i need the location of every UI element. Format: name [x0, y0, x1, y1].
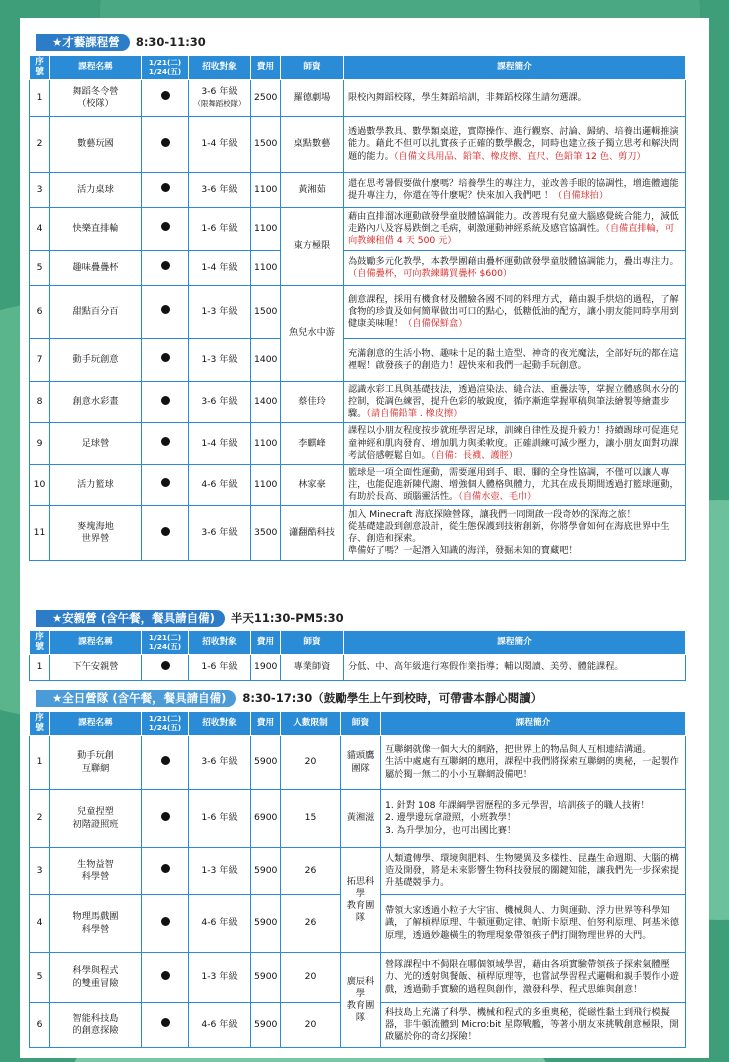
- row-name: 下午安親營: [50, 655, 142, 681]
- row-teacher: 黃湘茹: [281, 173, 344, 208]
- filled-dot-icon: [161, 864, 170, 873]
- row-target: [189, 506, 251, 561]
- row-desc: 科技島上充滿了科學、機械和程式的多重奧秘，從磁性黏土到飛行模擬器，非牛頓流體到 Micro:bit 星際戰艦，等著小朋友來挑戰創意極限，開啟屬於你的奇幻探險！: [381, 1003, 686, 1048]
- row-name: 動手玩創 互聯網: [50, 736, 142, 790]
- row-target-text: 4-6 年級: [201, 478, 238, 490]
- table-row: [30, 506, 686, 561]
- section-header-arts: [36, 33, 206, 51]
- row-no: 5: [30, 953, 50, 1003]
- row-desc: 分低、中、高年級進行寒假作業指導；輔以閱讀、美勞、體能課程。: [344, 655, 686, 681]
- row-fee: 1500: [251, 117, 281, 173]
- row-limit: 15: [281, 790, 341, 848]
- row-no: 6: [30, 1003, 50, 1048]
- row-target-text: 1-4 年級: [201, 261, 238, 273]
- table-row: [30, 736, 686, 790]
- filled-dot-icon: [161, 91, 170, 100]
- row-name: 舞蹈冬令營 （校隊）: [50, 80, 142, 117]
- row-desc-text: 藉由直排溜冰運動啟發學童肢體協調能力。改善現有兒童大腦感覺統合能力，減低走路內八及容易跌倒之毛病，刺激運動神經系統及感官協調性。: [348, 210, 679, 234]
- row-no: 3: [30, 173, 50, 208]
- row-name: 創意水彩畫: [50, 382, 142, 423]
- row-target: 3-6 年級: [189, 736, 251, 790]
- row-target-text: 1-3 年級: [201, 353, 238, 365]
- row-teacher: 李麒峰: [281, 423, 344, 464]
- table-row: [30, 790, 686, 848]
- row-desc: [344, 208, 686, 251]
- row-target: 1-3 年級: [189, 848, 251, 895]
- row-desc: [344, 117, 686, 173]
- row-target: [189, 286, 251, 339]
- row-date-mark: [142, 423, 189, 464]
- row-date-mark: [142, 736, 189, 790]
- table-row: [30, 339, 686, 382]
- row-desc-text: 籃球是一項全面性運動，需要運用到手、眼、腳的全身性協調，不僅可以讓人專注，也能促進新陳代謝、增強個人體格與體力，尤其在成長期間透過打籃球運動，有助於長高、頭腦靈活性。: [348, 466, 679, 503]
- row-name: 趣味疊疊杯: [50, 251, 142, 286]
- row-fee: 3500: [251, 506, 281, 561]
- row-no: 5: [30, 251, 50, 286]
- row-desc-note: （自備球拍）: [553, 190, 609, 201]
- row-date-mark: [142, 173, 189, 208]
- row-no: 8: [30, 382, 50, 423]
- section-header-after-school: [36, 609, 344, 627]
- header-desc: 課程簡介: [344, 631, 686, 655]
- filled-dot-icon: [161, 222, 170, 231]
- row-target-text: 1-4 年級: [201, 437, 238, 449]
- row-desc-note: （自備文具用品、鉛筆、橡皮擦、直尺、色鉛筆 12 色、剪刀）: [393, 150, 646, 162]
- row-desc-text: 充滿創意的生活小物、趣味十足的黏土造型、神奇的夜光魔法，全部好玩的都在這裡喔！啟發孩子的創造力！趕快來和我們一起動手玩創意。: [348, 347, 679, 371]
- section-time-after-school: 半天11:30-PM5:30: [230, 611, 344, 625]
- row-date-mark: [142, 655, 189, 681]
- row-desc-text: 課程以小朋友程度按步就班學習足球，訓練自律性及提升毅力！持續踢球可促進兒童神經和肌肉發育、增加肌力與柔軟度。正確訓練可減少壓力，讓小朋友面對功課考試倍感輕鬆自如。: [348, 425, 679, 461]
- row-teacher: 魚兒水中游: [281, 286, 344, 382]
- row-fee: 1100: [251, 464, 281, 505]
- row-fee: 6900: [251, 790, 281, 848]
- row-fee: 1100: [251, 173, 281, 208]
- row-name: 活力桌球: [50, 173, 142, 208]
- row-limit: 26: [281, 848, 341, 895]
- row-fee: 5900: [251, 1003, 281, 1048]
- filled-dot-icon: [161, 478, 170, 487]
- row-date-mark: [142, 790, 189, 848]
- row-target: [189, 382, 251, 423]
- row-no: 1: [30, 80, 50, 117]
- row-name: 智能科技島 的創意探險: [50, 1003, 142, 1048]
- row-target: 4-6 年級: [189, 895, 251, 953]
- row-fee: 1500: [251, 286, 281, 339]
- filled-dot-icon: [161, 261, 170, 270]
- filled-dot-icon: [161, 183, 170, 192]
- row-name: 生物益智 科學營: [50, 848, 142, 895]
- row-target: [189, 251, 251, 286]
- table-row: [30, 382, 686, 423]
- row-desc: 帶領大家透過小粒子大宇宙、機械與人、力與運動、浮力世界等科學知識，了解槓桿原理、牛頓運動定律、帕斯卡原理、伯努利原理、阿基米德原理，透過妙趣橫生的物理現象帶領孩子們打開物理世界的大門。: [381, 895, 686, 953]
- section-title-after-school: ★安親營 (含午餐，餐具請自備): [36, 610, 225, 627]
- row-target: [189, 80, 251, 117]
- row-desc-note: （自備水壺、毛巾）: [458, 491, 537, 503]
- row-name: 活力籃球: [50, 464, 142, 505]
- section-title-full-day: ★全日營隊 (含午餐，餐具請自備): [36, 690, 236, 707]
- filled-dot-icon: [161, 437, 170, 446]
- row-date-mark: [142, 251, 189, 286]
- row-name: 快樂直排輪: [50, 208, 142, 251]
- row-target: [189, 208, 251, 251]
- row-no: 4: [30, 208, 50, 251]
- table-row: [30, 423, 686, 464]
- filled-dot-icon: [161, 971, 170, 980]
- row-target: 1-6 年級: [189, 655, 251, 681]
- row-desc-text: 加入 Minecraft 海底探險營隊，讓我們一同開啟一段奇妙的深海之旅！ 從基礎建設到創意設計，從生態保護到技術創新，你將學會如何在海底世界中生存、創造和探索。 準備好了嗎？一起潛入知識的海洋，發掘未知的寶藏吧！: [348, 508, 670, 557]
- row-teacher: 瀟翻酷科技: [281, 506, 344, 561]
- row-fee: 5900: [251, 736, 281, 790]
- row-teacher: 桌點數藝: [281, 117, 344, 173]
- after-school-table: [29, 630, 686, 681]
- row-target-text: 1-4 年級: [201, 138, 238, 150]
- row-desc: [344, 173, 686, 208]
- row-target-text: 3-6 年級: [201, 396, 238, 408]
- filled-dot-icon: [161, 305, 170, 314]
- row-desc: [344, 464, 686, 505]
- row-desc: 人類遺傳學、環境與肥料、生物變異及多樣性、昆蟲生命週期、大腦的構造及開發，將是未來影響生物科技發展的關鍵知能，讓我們先一步探索提升基礎競爭力。: [381, 848, 686, 895]
- row-desc: [344, 286, 686, 339]
- table-row: [30, 655, 686, 681]
- section-header-full-day: [36, 689, 542, 707]
- row-desc-text: 創意課程，採用有機食材及體驗各國不同的料理方式，藉由親手烘焙的過程，了解食物的珍貴及如何簡單做出可口的點心，低糖低油的配方，讓小朋友能同時享用到健康美味喔！: [348, 293, 679, 330]
- header-desc: 課程簡介: [381, 712, 686, 736]
- row-no: 2: [30, 117, 50, 173]
- header-fee: 費用: [251, 631, 281, 655]
- row-target: 4-6 年級: [189, 1003, 251, 1048]
- row-date-mark: [142, 382, 189, 423]
- table-row: [30, 953, 686, 1003]
- table-row: [30, 173, 686, 208]
- header-no: 序號: [30, 631, 50, 655]
- row-fee: 1100: [251, 423, 281, 464]
- row-date-mark: [142, 339, 189, 382]
- row-target-text: 3-6 年級: [201, 527, 238, 539]
- row-name: 甜點百分百: [50, 286, 142, 339]
- row-desc: [344, 382, 686, 423]
- header-target: 招收對象: [189, 56, 251, 80]
- header-name: 課程名稱: [50, 712, 142, 736]
- row-desc: [344, 80, 686, 117]
- row-desc: [344, 339, 686, 382]
- row-limit: 26: [281, 895, 341, 953]
- row-desc-text: 限校內舞蹈校隊，學生舞蹈培訓，非舞蹈校隊生請勿選課。: [348, 91, 587, 103]
- row-desc: 營隊課程中不侷限在哪個領域學習，藉由各項實驗帶領孩子探索氣體壓力、光的透射與餐飯、槓桿原理等，也嘗試學習程式邏輯和親手製作小遊戲，透過動手實驗的過程與創作，激發科學、程式思維與創意！: [381, 953, 686, 1003]
- row-date-mark: [142, 506, 189, 561]
- row-date-mark: [142, 464, 189, 505]
- filled-dot-icon: [161, 1018, 170, 1027]
- row-no: 4: [30, 895, 50, 953]
- row-target: 1-3 年級: [189, 953, 251, 1003]
- row-target-text: 3-6 年級: [201, 85, 238, 97]
- row-target: [189, 339, 251, 382]
- row-desc-note: （自備疊杯，可向教練購買疊杯 $600）: [348, 268, 513, 279]
- table-row: [30, 251, 686, 286]
- row-no: 7: [30, 339, 50, 382]
- row-desc-note: （自備直排輪，可向教練租借 4 天 500 元）: [348, 222, 675, 247]
- header-no: 序號: [30, 56, 50, 80]
- header-desc: 課程簡介: [344, 56, 686, 80]
- row-teacher: 專業師資: [281, 655, 344, 681]
- row-date-mark: [142, 848, 189, 895]
- row-target-note: （限舞蹈校隊）: [193, 99, 246, 108]
- header-name: 課程名稱: [50, 631, 142, 655]
- row-no: 11: [30, 506, 50, 561]
- row-desc-text: 透過數學教具、數學類桌遊，實際操作、進行觀察、討論、歸納、培養出邏輯推演能力。藉此不但可以扎實孩子正確的數學觀念，同時也建立孩子獨立思考和解決問題的能力。: [348, 126, 679, 162]
- filled-dot-icon: [161, 661, 170, 670]
- row-name: 麥塊海地 世界營: [50, 506, 142, 561]
- header-target: 招收對象: [189, 631, 251, 655]
- row-fee: 5900: [251, 848, 281, 895]
- row-desc: [344, 506, 686, 561]
- header-date: 1/21(二) 1/24(五): [142, 631, 189, 655]
- filled-dot-icon: [161, 917, 170, 926]
- row-desc-note: （自備：長襪、護脛）: [430, 449, 518, 461]
- row-desc: [344, 251, 686, 286]
- table-row: [30, 117, 686, 173]
- row-date-mark: [142, 953, 189, 1003]
- row-desc-note: （請自備鉛筆 . 橡皮擦）: [366, 408, 463, 420]
- row-teacher: 貓頭鷹 團隊: [341, 736, 381, 790]
- header-teacher: 師資: [281, 631, 344, 655]
- row-fee: 5900: [251, 895, 281, 953]
- row-target-text: 1-6 年級: [201, 222, 238, 234]
- row-fee: 1100: [251, 251, 281, 286]
- full-day-camp-table: [29, 711, 686, 1048]
- row-target: [189, 423, 251, 464]
- row-fee: 1100: [251, 208, 281, 251]
- header-date: 1/21(二) 1/24(五): [142, 56, 189, 80]
- row-target: [189, 117, 251, 173]
- row-teacher: 東方極限: [281, 208, 344, 286]
- row-no: 3: [30, 848, 50, 895]
- row-teacher: 黃湘滋: [341, 790, 381, 848]
- table-row: [30, 80, 686, 117]
- row-no: 2: [30, 790, 50, 848]
- row-target-text: 1-3 年級: [201, 305, 238, 317]
- filled-dot-icon: [161, 812, 170, 821]
- row-teacher: 蔡佳玲: [281, 382, 344, 423]
- row-target-text: 3-6 年級: [201, 183, 238, 195]
- filled-dot-icon: [161, 138, 170, 147]
- row-name: 科學與程式 的雙重冒險: [50, 953, 142, 1003]
- row-desc-text: 還在思考暑假要做什麼嗎？培養學生的專注力，並改善手眼的協調性，增進體適能提升專注力，你還在等什麼呢？快來加入我們吧 ！: [348, 177, 679, 201]
- row-date-mark: [142, 208, 189, 251]
- row-desc-text: 認識水彩工具與基礎技法，透過渲染法、縫合法、重疊法等，掌握立體感與水分的控制，從調色練習，提升色彩的敏銳度，循序漸進掌握單稿與筆法繪製等繪畫步驟。: [348, 384, 679, 420]
- header-date: 1/21(二) 1/24(五): [142, 712, 189, 736]
- row-limit: 20: [281, 953, 341, 1003]
- row-date-mark: [142, 80, 189, 117]
- row-fee: 1400: [251, 382, 281, 423]
- row-name: 動手玩創意: [50, 339, 142, 382]
- header-fee: 費用: [251, 712, 281, 736]
- table-row: [30, 208, 686, 251]
- filled-dot-icon: [161, 396, 170, 405]
- row-no: 6: [30, 286, 50, 339]
- row-date-mark: [142, 117, 189, 173]
- row-no: 1: [30, 736, 50, 790]
- row-desc: 互聯網就像一個大大的網路，把世界上的物品與人互相連結溝通。 生活中處處有互聯網的應用，課程中我們將探索互聯網的奧秘，一起製作屬於獨一無二的小小互聯網設備吧！: [381, 736, 686, 790]
- header-no: 序號: [30, 712, 50, 736]
- row-teacher: 林家豪: [281, 464, 344, 505]
- section-time-full-day: 8:30-17:30（鼓勵學生上午到校時，可帶書本靜心閱讀）: [242, 691, 543, 705]
- header-teacher: 師資: [281, 56, 344, 80]
- row-name: 數藝玩國: [50, 117, 142, 173]
- table-row: [30, 286, 686, 339]
- row-teacher: 羅德劇場: [281, 80, 344, 117]
- filled-dot-icon: [161, 353, 170, 362]
- row-target: [189, 464, 251, 505]
- arts-course-table: [29, 55, 686, 561]
- row-limit: 20: [281, 1003, 341, 1048]
- row-desc-note: （自備保鮮盒）: [403, 318, 468, 330]
- row-limit: 20: [281, 736, 341, 790]
- row-date-mark: [142, 286, 189, 339]
- row-date-mark: [142, 1003, 189, 1048]
- row-no: 10: [30, 464, 50, 505]
- row-fee: 1400: [251, 339, 281, 382]
- row-date-mark: [142, 895, 189, 953]
- header-limit: 人數限制: [281, 712, 341, 736]
- row-no: 9: [30, 423, 50, 464]
- row-fee: 1900: [251, 655, 281, 681]
- row-teacher: 廣辰科學 教育團隊: [341, 953, 381, 1048]
- row-fee: 5900: [251, 953, 281, 1003]
- row-desc: [344, 423, 686, 464]
- row-name: 足球營: [50, 423, 142, 464]
- table-row: [30, 848, 686, 895]
- section-time-arts: 8:30-11:30: [135, 35, 206, 49]
- header-fee: 費用: [251, 56, 281, 80]
- row-teacher: 拓思科學 教育團隊: [341, 848, 381, 953]
- header-name: 課程名稱: [50, 56, 142, 80]
- filled-dot-icon: [161, 756, 170, 765]
- header-target: 招收對象: [189, 712, 251, 736]
- row-fee: 2500: [251, 80, 281, 117]
- row-target: [189, 173, 251, 208]
- filled-dot-icon: [161, 527, 170, 536]
- row-desc: 1. 針對 108 年課綱學習歷程的多元學習，培訓孩子的職人技術！ 2. 邊學邊玩拿證照，小班教學！ 3. 為升學加分，也可出國比賽！: [381, 790, 686, 848]
- row-target: 1-6 年級: [189, 790, 251, 848]
- row-desc-text: 為鼓勵多元化教學，本教學團藉由疊杯運動啟發學童肢體協調能力，疊出專注力。: [348, 255, 679, 267]
- row-no: 1: [30, 655, 50, 681]
- row-name: 兒童捏塑 初階證照班: [50, 790, 142, 848]
- header-teacher: 師資: [341, 712, 381, 736]
- section-title-arts: ★才藝課程營: [36, 34, 130, 51]
- table-row: [30, 464, 686, 505]
- row-name: 物理馬戲團 科學營: [50, 895, 142, 953]
